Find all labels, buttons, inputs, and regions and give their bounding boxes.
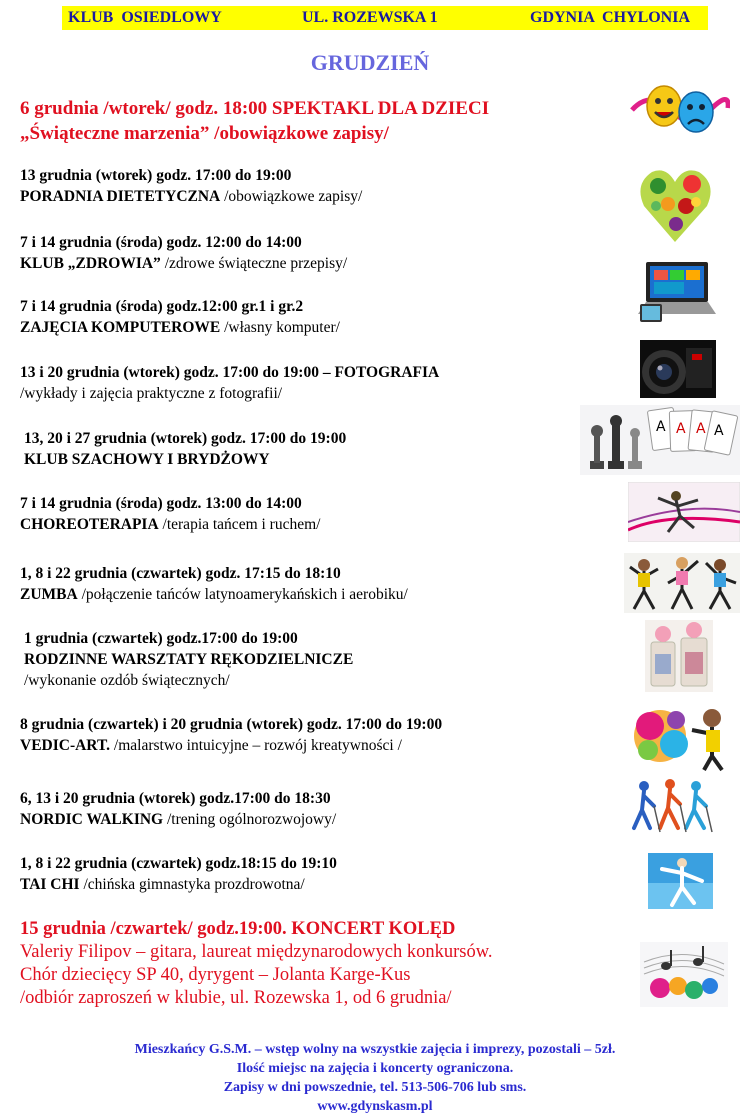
fruit-heart-icon	[638, 162, 713, 247]
event-when: 6, 13 i 20 grudnia (wtorek) godz.17:00 do 18:30	[20, 790, 331, 807]
featured-line-1: 6 grudnia /wtorek/ godz. 18:00 SPEKTAKL DLA DZIECI	[20, 98, 490, 119]
event-title: PORADNIA DIETETYCZNA	[20, 188, 221, 205]
event-desc: /chińska gimnastyka prozdrowotna/	[79, 876, 305, 893]
concert-block	[20, 918, 492, 1010]
event-crafts	[24, 628, 353, 691]
month-title: GRUDZIEŃ	[310, 50, 430, 75]
event-title: ZAJĘCIA KOMPUTEROWE	[20, 319, 221, 336]
event-desc: /terapia tańcem i ruchem/	[158, 516, 321, 533]
laptop-tablet-icon	[636, 258, 718, 326]
event-title: KLUB „ZDROWIA”	[20, 255, 161, 272]
header-city: GDYNIA CHYLONIA	[530, 9, 691, 26]
event-desc: /własny komputer/	[220, 319, 340, 336]
event-when: 7 i 14 grudnia (środa) godz. 13:00 do 14:00	[20, 495, 302, 512]
paint-splash-icon	[630, 700, 740, 772]
event-when: 1, 8 i 22 grudnia (czwartek) godz.18:15 do 19:10	[20, 855, 337, 872]
event-desc: /trening ogólnorozwojowy/	[163, 811, 337, 828]
footer-line-2: Ilość miejsc na zajęcia i koncerty ograniczona.	[236, 1061, 514, 1076]
concert-line-2: Chór dziecięcy SP 40, dyrygent – Jolanta Karge-Kus	[20, 965, 411, 985]
concert-line-1: Valeriy Filipov – gitara, laureat międzynarodowych konkursów.	[20, 942, 493, 962]
nordic-walkers-icon	[630, 778, 715, 833]
zumba-dancers-icon	[624, 553, 740, 613]
event-when: 7 i 14 grudnia (środa) godz.12:00 gr.1 i gr.2	[20, 298, 304, 315]
featured-line-2: „Świąteczne marzenia” /obowiązkowe zapisy/	[20, 123, 389, 144]
event-when: 13 i 20 grudnia (wtorek) godz. 17:00 do 19:00 – FOTOGRAFIA	[20, 364, 440, 381]
event-title: TAI CHI	[20, 876, 80, 893]
event-desc: /wykłady i zajęcia praktyczne z fotografii/	[20, 385, 283, 402]
event-health-club	[20, 232, 347, 274]
footer-website[interactable]: www.gdynskasm.pl	[317, 1099, 433, 1114]
event-title: ZUMBA	[20, 586, 78, 603]
event-choreotherapy	[20, 493, 320, 535]
concert-title: 15 grudnia /czwartek/ godz.19:00. KONCERT KOLĘD	[20, 919, 456, 939]
event-desc: /połączenie tańców latynoamerykańskich i aerobiku/	[77, 586, 408, 603]
header-street: UL. ROZEWSKA 1	[302, 9, 438, 26]
event-when: 13 grudnia (wtorek) godz. 17:00 do 19:00	[20, 167, 292, 184]
tai-chi-icon	[648, 853, 713, 909]
dancer-icon	[628, 482, 740, 542]
event-vedic-art	[20, 714, 442, 756]
svg-text:A: A	[714, 423, 724, 439]
event-tai-chi	[20, 853, 337, 895]
music-notes-icon	[640, 942, 728, 1007]
footer-line-1: Mieszkańcy G.S.M. – wstęp wolny na wszystkie zajęcia i imprezy, pozostali – 5zł.	[134, 1042, 616, 1057]
event-when: 7 i 14 grudnia (środa) godz. 12:00 do 14:00	[20, 234, 302, 251]
theatre-masks-icon	[630, 80, 730, 140]
event-dietetics	[20, 165, 362, 207]
event-nordic-walking	[20, 788, 336, 830]
event-chess-bridge	[24, 428, 346, 470]
event-title: NORDIC WALKING	[20, 811, 164, 828]
event-photography	[20, 362, 439, 404]
concert-line-3: /odbiór zaproszeń w klubie, ul. Rozewska 1, od 6 grudnia/	[20, 988, 452, 1008]
svg-text:A: A	[676, 421, 686, 437]
event-desc: /zdrowe świąteczne przepisy/	[160, 255, 348, 272]
event-when: 1, 8 i 22 grudnia (czwartek) godz. 17:15 do 18:10	[20, 565, 341, 582]
event-when: 8 grudnia (czwartek) i 20 grudnia (wtorek) godz. 17:00 do 19:00	[20, 716, 443, 733]
event-when: 13, 20 i 27 grudnia (wtorek) godz. 17:00 do 19:00	[24, 430, 347, 447]
header-club: KLUB OSIEDLOWY	[68, 9, 222, 26]
craft-jars-icon	[645, 620, 713, 692]
event-computer	[20, 296, 340, 338]
event-desc: /obowiązkowe zapisy/	[220, 188, 363, 205]
footer-line-3: Zapisy w dni powszednie, tel. 513-506-706 lub sms.	[223, 1080, 527, 1095]
header-bar	[62, 6, 708, 30]
event-desc: /wykonanie ozdób świątecznych/	[24, 672, 230, 689]
event-title: CHOREOTERAPIA	[20, 516, 159, 533]
event-when: 1 grudnia (czwartek) godz.17:00 do 19:00	[24, 630, 298, 647]
event-desc: /malarstwo intuicyjne – rozwój kreatywności /	[110, 737, 402, 754]
event-title: VEDIC-ART.	[20, 737, 111, 754]
event-title: KLUB SZACHOWY I BRYDŻOWY	[24, 451, 270, 468]
camera-icon	[640, 340, 716, 398]
svg-text:A: A	[656, 419, 666, 435]
svg-text:A: A	[696, 421, 706, 437]
chess-cards-icon	[580, 405, 740, 475]
footer	[0, 1040, 750, 1116]
event-title: RODZINNE WARSZTATY RĘKODZIELNICZE	[24, 651, 354, 668]
event-zumba	[20, 563, 408, 605]
